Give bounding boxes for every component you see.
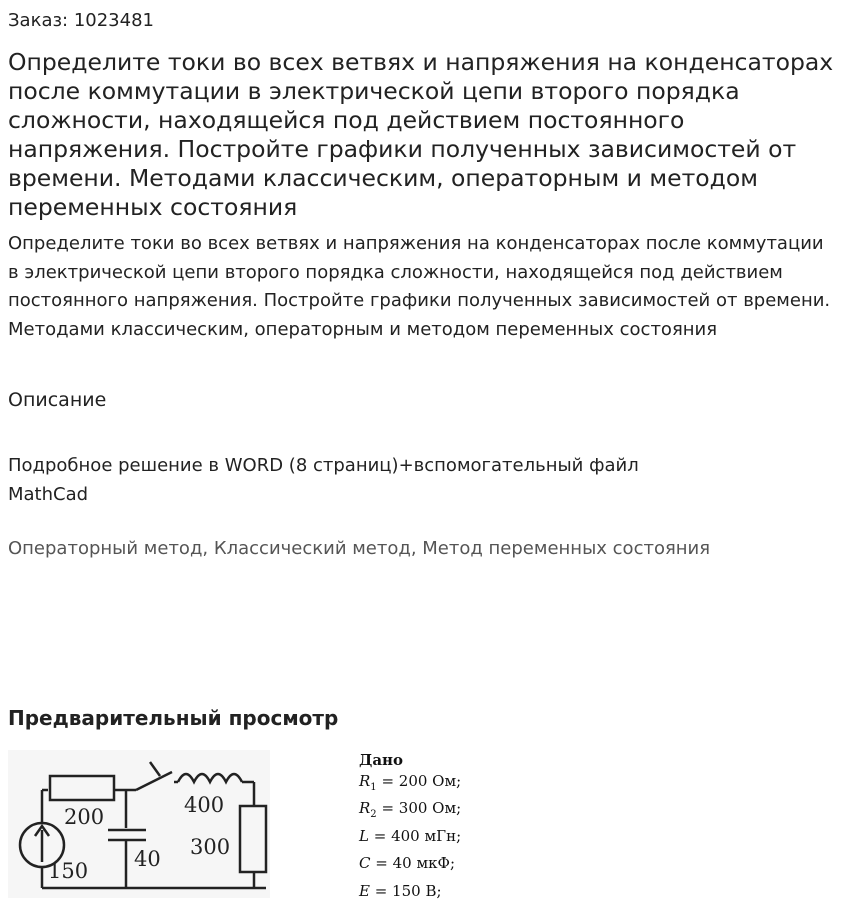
given-heading: Дано (359, 751, 404, 769)
given-row: $R_1 = 200$ Ом; (359, 771, 462, 793)
tag-list[interactable]: Операторный метод, Классический метод, Метод переменных состояния (8, 538, 711, 559)
order-number: Заказ: 1023481 (8, 10, 154, 31)
given-values (359, 750, 461, 908)
task-description: Определите токи во всех ветвях и напряжения на конденсаторах после коммутации в электрической цепи второго порядка сложности, находящейся под действием постоянного напряжения. Постройте графики полученных зависимостей от времени. Методами классическим, операторным и методом переменных состояния (8, 233, 831, 340)
given-row: C = 40 мкФ; (359, 854, 455, 872)
solution-details-line-1: Подробное решение в WORD (8 страниц)+вспомогательный файл (8, 455, 639, 476)
label-r2: 300 (190, 835, 231, 859)
given-row: $R_2 = 300$ Ом; (359, 799, 462, 820)
label-l: 400 (184, 793, 225, 817)
given-row: L = 400 мГн; (359, 826, 462, 845)
solution-details-line-2: MathCad (8, 484, 89, 505)
preview-heading: Предварительный просмотр (8, 706, 339, 730)
description-section-label: Описание (8, 389, 107, 411)
label-c: 40 (134, 847, 161, 871)
given-row: E = 150 В; (359, 881, 442, 900)
label-e: 150 (48, 859, 89, 883)
page-title: Определите токи во всех ветвях и напряжения на конденсаторах после коммутации в электрической цепи второго порядка сложности, находящейся под действием постоянного напряжения. Постройте графики полученных зависимостей от времени. Методами классическим, операторным и методом переменных состояния (8, 48, 834, 221)
label-r1: 200 (64, 805, 105, 829)
solution-details (8, 451, 838, 509)
circuit-diagram-image (8, 750, 270, 898)
